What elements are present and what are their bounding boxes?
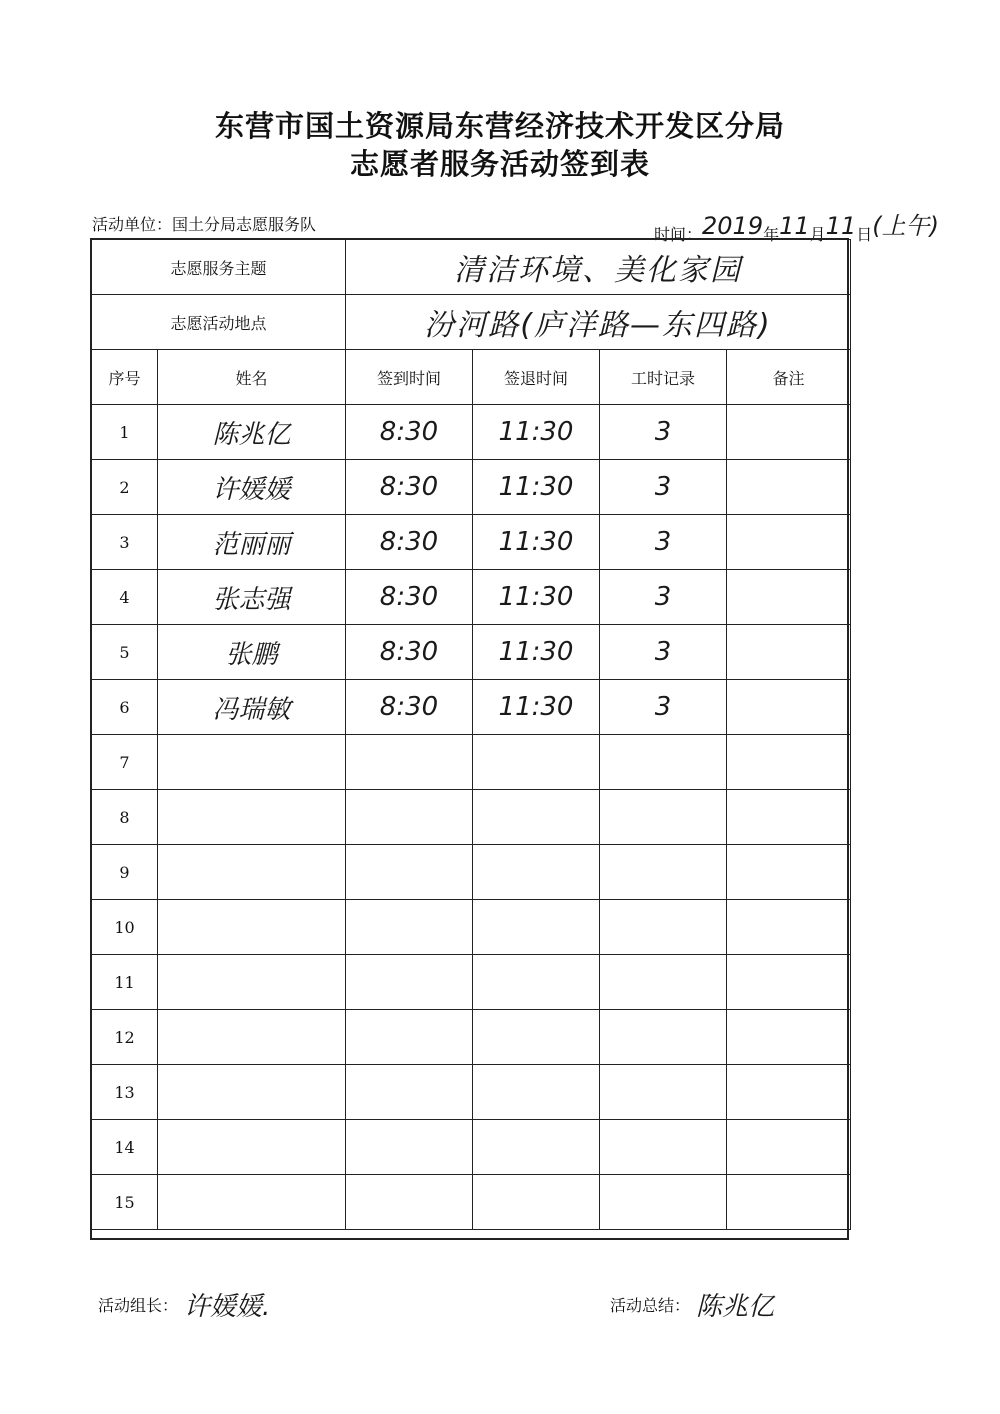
note-cell xyxy=(727,570,851,625)
theme-value: 清洁环境、美化家园 xyxy=(346,240,851,295)
date-day-suffix: 日 xyxy=(856,225,873,244)
name-cell: 张鹏 xyxy=(158,625,346,680)
activity-leader xyxy=(98,1282,271,1322)
table-header-row xyxy=(92,350,851,405)
name-cell: 张志强 xyxy=(158,570,346,625)
date-year-suffix: 年 xyxy=(763,225,780,244)
name-cell xyxy=(158,1010,346,1065)
row-number: 5 xyxy=(92,625,158,680)
sign-in-cell xyxy=(346,1120,473,1175)
hours-cell: 3 xyxy=(600,680,727,735)
table-row xyxy=(92,735,851,790)
row-number: 15 xyxy=(92,1175,158,1230)
table-row xyxy=(92,955,851,1010)
note-cell xyxy=(727,900,851,955)
leader-label: 活动组长： xyxy=(98,1296,179,1315)
table-row xyxy=(92,1175,851,1230)
sign-in-cell: 8:30 xyxy=(346,405,473,460)
sign-out-cell xyxy=(473,845,600,900)
table-row xyxy=(92,570,851,625)
sign-out-cell xyxy=(473,1065,600,1120)
summary-signature: 陈兆亿 xyxy=(696,1292,775,1322)
note-cell xyxy=(727,680,851,735)
document-title: 东营市国土资源局东营经济技术开发区分局 xyxy=(214,109,785,143)
activity-unit: 活动单位：国土分局志愿服务队 xyxy=(92,215,317,234)
sign-in-cell xyxy=(346,790,473,845)
row-number: 7 xyxy=(92,735,158,790)
note-cell xyxy=(727,955,851,1010)
row-number: 6 xyxy=(92,680,158,735)
location-row xyxy=(92,295,851,350)
sign-out-cell: 11:30 xyxy=(473,460,600,515)
hours-cell xyxy=(600,1065,727,1120)
activity-summary xyxy=(610,1282,775,1322)
hours-cell xyxy=(600,1120,727,1175)
hours-cell xyxy=(600,845,727,900)
sign-in-cell: 8:30 xyxy=(346,570,473,625)
sign-in-cell: 8:30 xyxy=(346,460,473,515)
table-row xyxy=(92,405,851,460)
sign-out-cell xyxy=(473,735,600,790)
sign-in-table xyxy=(91,239,851,1230)
table-row xyxy=(92,1010,851,1065)
name-cell: 范丽丽 xyxy=(158,515,346,570)
note-cell xyxy=(727,735,851,790)
name-cell xyxy=(158,790,346,845)
name-cell xyxy=(158,735,346,790)
row-number: 14 xyxy=(92,1120,158,1175)
note-cell xyxy=(727,625,851,680)
table-row xyxy=(92,515,851,570)
date-day: 11 xyxy=(825,212,857,240)
document-subtitle: 志愿者服务活动签到表 xyxy=(349,147,650,181)
hours-cell xyxy=(600,1175,727,1230)
hours-cell xyxy=(600,735,727,790)
date-month-suffix: 月 xyxy=(809,225,826,244)
table-row xyxy=(92,845,851,900)
name-cell xyxy=(158,1120,346,1175)
sign-in-cell xyxy=(346,1010,473,1065)
col-header-note: 备注 xyxy=(727,350,851,405)
name-cell xyxy=(158,1175,346,1230)
sign-out-cell: 11:30 xyxy=(473,680,600,735)
col-header-hours: 工时记录 xyxy=(600,350,727,405)
hours-cell xyxy=(600,955,727,1010)
sign-in-cell: 8:30 xyxy=(346,680,473,735)
note-cell xyxy=(727,845,851,900)
col-header-name: 姓名 xyxy=(158,350,346,405)
table-row xyxy=(92,625,851,680)
hours-cell: 3 xyxy=(600,460,727,515)
table-row xyxy=(92,1065,851,1120)
table-row xyxy=(92,1120,851,1175)
row-number: 12 xyxy=(92,1010,158,1065)
leader-signature: 许媛媛. xyxy=(184,1292,271,1322)
date-note: (上午) xyxy=(872,212,939,240)
row-number: 9 xyxy=(92,845,158,900)
theme-row xyxy=(92,240,851,295)
note-cell xyxy=(727,460,851,515)
note-cell xyxy=(727,405,851,460)
sign-out-cell: 11:30 xyxy=(473,405,600,460)
note-cell xyxy=(727,1175,851,1230)
row-number: 13 xyxy=(92,1065,158,1120)
note-cell xyxy=(727,1120,851,1175)
row-number: 11 xyxy=(92,955,158,1010)
name-cell xyxy=(158,900,346,955)
date-month: 11 xyxy=(779,212,810,240)
sign-in-cell: 8:30 xyxy=(346,625,473,680)
name-cell xyxy=(158,1065,346,1120)
sign-out-cell xyxy=(473,1010,600,1065)
sign-in-cell xyxy=(346,735,473,790)
name-cell: 冯瑞敏 xyxy=(158,680,346,735)
sign-out-cell xyxy=(473,900,600,955)
location-value: 汾河路(庐洋路—东四路) xyxy=(346,295,851,350)
sign-in-cell xyxy=(346,845,473,900)
table-row xyxy=(92,900,851,955)
name-cell xyxy=(158,845,346,900)
row-number: 4 xyxy=(92,570,158,625)
hours-cell: 3 xyxy=(600,625,727,680)
row-number: 10 xyxy=(92,900,158,955)
hours-cell xyxy=(600,790,727,845)
note-cell xyxy=(727,515,851,570)
sign-out-cell xyxy=(473,955,600,1010)
hours-cell xyxy=(600,900,727,955)
sign-out-cell: 11:30 xyxy=(473,625,600,680)
sign-in-cell xyxy=(346,955,473,1010)
row-number: 8 xyxy=(92,790,158,845)
sign-out-cell: 11:30 xyxy=(473,570,600,625)
sign-out-cell xyxy=(473,1175,600,1230)
col-header-sign-in: 签到时间 xyxy=(346,350,473,405)
note-cell xyxy=(727,1010,851,1065)
hours-cell xyxy=(600,1010,727,1065)
table-row xyxy=(92,790,851,845)
col-header-sign-out: 签退时间 xyxy=(473,350,600,405)
name-cell: 陈兆亿 xyxy=(158,405,346,460)
name-cell xyxy=(158,955,346,1010)
sign-out-cell: 11:30 xyxy=(473,515,600,570)
name-cell: 许媛媛 xyxy=(158,460,346,515)
sign-in-cell xyxy=(346,900,473,955)
table-row xyxy=(92,460,851,515)
summary-label: 活动总结： xyxy=(610,1296,691,1315)
sign-out-cell xyxy=(473,790,600,845)
sign-in-cell: 8:30 xyxy=(346,515,473,570)
hours-cell: 3 xyxy=(600,570,727,625)
note-cell xyxy=(727,1065,851,1120)
row-number: 2 xyxy=(92,460,158,515)
note-cell xyxy=(727,790,851,845)
table-row xyxy=(92,680,851,735)
col-header-no: 序号 xyxy=(92,350,158,405)
hours-cell: 3 xyxy=(600,405,727,460)
sign-in-cell xyxy=(346,1065,473,1120)
date-label: 时间： xyxy=(654,225,703,244)
theme-label: 志愿服务主题 xyxy=(92,240,346,295)
sign-out-cell xyxy=(473,1120,600,1175)
location-label: 志愿活动地点 xyxy=(92,295,346,350)
date-year: 2019 xyxy=(702,212,764,240)
sign-in-cell xyxy=(346,1175,473,1230)
hours-cell: 3 xyxy=(600,515,727,570)
row-number: 3 xyxy=(92,515,158,570)
row-number: 1 xyxy=(92,405,158,460)
